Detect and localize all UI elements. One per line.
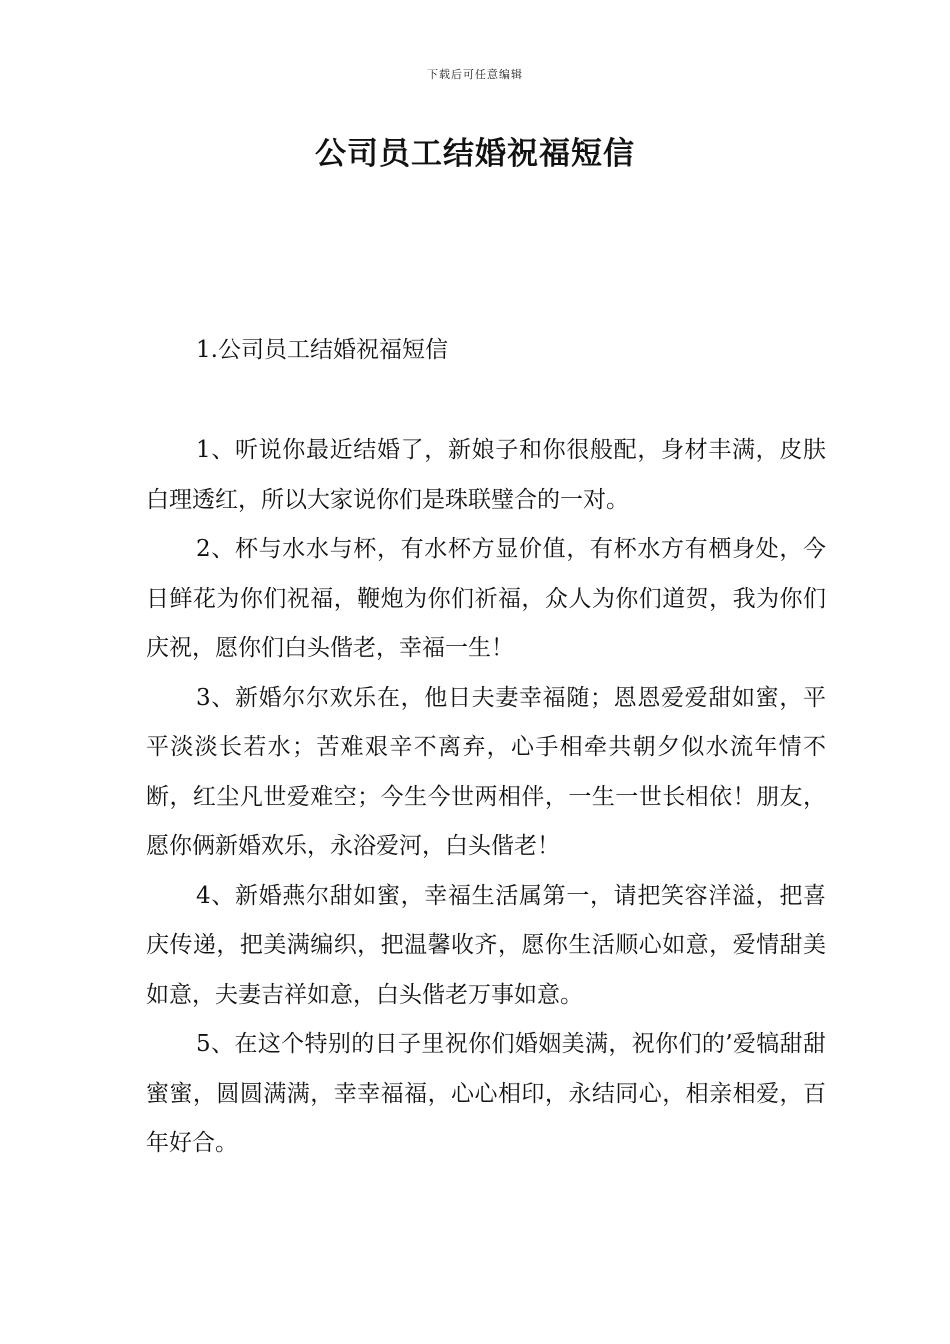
section-heading: 1.公司员工结婚祝福短信 — [196, 337, 448, 363]
message-list — [146, 426, 826, 1169]
message-paragraph-1: 1、听说你最近结婚了，新娘子和你很般配，身材丰满，皮肤白理透红，所以大家说你们是珠联璧合的一对。 — [146, 437, 826, 513]
header-note: 下载后可任意编辑 — [427, 68, 523, 81]
message-paragraph-4: 4、新婚燕尔甜如蜜，幸福生活属第一，请把笑容洋溢，把喜庆传递，把美满编织，把温馨收齐，愿你生活顺心如意，爱情甜美如意，夫妻吉祥如意，白头偕老万事如意。 — [146, 882, 826, 1008]
message-paragraph-3: 3、新婚尔尔欢乐在，他日夫妻幸福随；恩恩爱爱甜如蜜，平平淡淡长若水；苦难艰辛不离弃，心手相牵共朝夕似水流年情不断，红尘凡世爱难空；今生今世两相伴，一生一世长相依！朋友，愿你俩新婚欢乐，永浴爱河，白头偕老！ — [146, 684, 826, 859]
message-paragraph-5: 5、在这个特别的日子里祝你们婚姻美满，祝你们的’爱犒甜甜蜜蜜，圆圆满满，幸幸福福，心心相印，永结同心，相亲相爱，百年好合。 — [146, 1031, 826, 1156]
message-paragraph-2: 2、杯与水水与杯，有水杯方显价值，有杯水方有栖身处，今日鲜花为你们祝福，鞭炮为你们祈福，众人为你们道贺，我为你们庆祝，愿你们白头偕老，幸福一生！ — [146, 536, 826, 661]
document-title: 公司员工结婚祝福短信 — [315, 136, 635, 172]
